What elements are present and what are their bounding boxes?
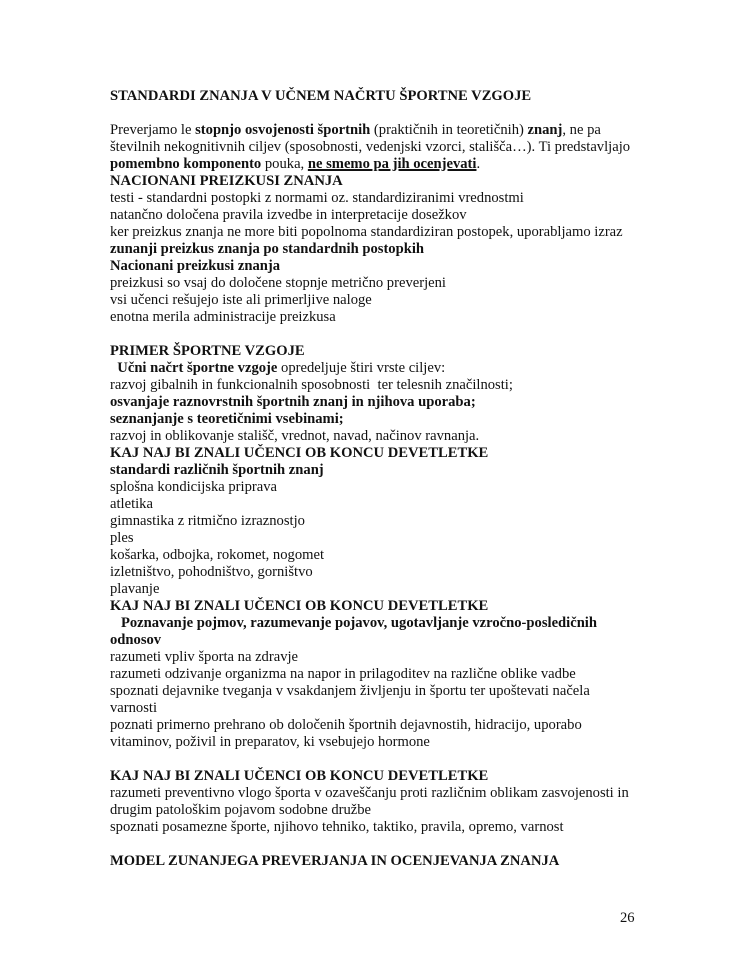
text-line — [110, 700, 650, 717]
blank-line — [110, 326, 650, 343]
bold-text: PRIMER ŠPORTNE VZGOJE — [110, 343, 305, 359]
bold-text: KAJ NAJ BI ZNALI UČENCI OB KONCU DEVETLETKE — [110, 768, 489, 784]
bold-text: stopnjo osvojenosti športnih — [195, 122, 371, 138]
text-segment: Preverjamo le — [110, 122, 196, 138]
text-line — [110, 564, 650, 581]
text-segment: ples — [110, 530, 134, 546]
text-line — [110, 360, 650, 377]
text-segment: atletika — [110, 496, 153, 512]
text-segment: , ne pa — [562, 122, 601, 138]
page-number: 26 — [620, 910, 635, 926]
text-line — [110, 530, 650, 547]
text-segment: razvoj gibalnih in funkcionalnih sposobnosti ter telesnih značilnosti; — [110, 377, 513, 393]
text-line — [110, 649, 650, 666]
text-line — [110, 190, 650, 207]
text-line — [110, 377, 650, 394]
text-segment: enotna merila administracije preizkusa — [110, 309, 336, 325]
bold-text: STANDARDI ZNANJA V UČNEM NAČRTU ŠPORTNE VZGOJE — [110, 88, 532, 104]
blank-line — [110, 751, 650, 768]
text-segment: plavanje — [110, 581, 160, 597]
text-segment: razumeti vpliv športa na zdravje — [110, 649, 299, 665]
text-segment: izletništvo, pohodništvo, gorništvo — [110, 564, 313, 580]
text-segment: varnosti — [110, 700, 158, 716]
text-segment: vsi učenci rešujejo iste ali primerljive naloge — [110, 292, 372, 308]
text-line — [110, 734, 650, 751]
text-line — [110, 445, 650, 462]
text-segment: ker preizkus znanja ne more biti popolnoma standardiziran postopek, uporabljamo izraz — [110, 224, 623, 240]
text-segment: košarka, odbojka, rokomet, nogomet — [110, 547, 324, 563]
text-line — [110, 207, 650, 224]
text-line — [110, 139, 650, 156]
document-body — [110, 88, 650, 870]
bold-text: osvanjaje raznovrstnih športnih znanj in njihova uporaba; — [110, 394, 476, 410]
bold-text: odnosov — [110, 632, 162, 648]
text-line — [110, 241, 650, 258]
bold-text: znanj — [527, 122, 563, 138]
bold-text: seznanjanje s teoretičnimi vsebinami; — [110, 411, 344, 427]
text-line — [110, 394, 650, 411]
text-segment: vitaminov, poživil in preparatov, ki vsebujejo hormone — [110, 734, 430, 750]
text-line — [110, 632, 650, 649]
bold-text: standardi različnih športnih znanj — [110, 462, 324, 478]
text-line — [110, 292, 650, 309]
text-segment: opredeljuje štiri vrste ciljev: — [277, 360, 446, 376]
text-line — [110, 598, 650, 615]
text-segment: testi - standardni postopki z normami oz. standardiziranimi vrednostmi — [110, 190, 524, 206]
text-line — [110, 513, 650, 530]
text-segment: splošna kondicijska priprava — [110, 479, 277, 495]
text-line — [110, 428, 650, 445]
text-line — [110, 819, 650, 836]
text-segment: številnih nekognitivnih ciljev (sposobnosti, vedenjski vzorci, stališča…). Ti predstavljajo — [110, 139, 631, 155]
text-line — [110, 224, 650, 241]
bold-text: pomembno komponento — [110, 156, 262, 172]
text-line — [110, 275, 650, 292]
text-segment: poznati primerno prehrano ob določenih športnih dejavnostih, hidracijo, uporabo — [110, 717, 582, 733]
bold-text: ne smemo pa jih ocenjevati — [307, 156, 477, 172]
text-line — [110, 309, 650, 326]
text-line — [110, 88, 650, 105]
text-line — [110, 496, 650, 513]
text-segment: pouka, — [261, 156, 308, 172]
bold-text: MODEL ZUNANJEGA PREVERJANJA IN OCENJEVANJA ZNANJA — [110, 853, 560, 869]
bold-text: zunanji preizkus znanja po standardnih postopkih — [110, 241, 425, 257]
text-line — [110, 802, 650, 819]
text-line — [110, 411, 650, 428]
text-segment: razvoj in oblikovanje stališč, vrednot, navad, načinov ravnanja. — [110, 428, 480, 444]
text-segment: spoznati dejavnike tveganja v vsakdanjem življenju in športu ter upoštevati načela — [110, 683, 590, 699]
text-segment: (praktičnih in teoretičnih) — [370, 122, 528, 138]
text-line — [110, 768, 650, 785]
bold-text: Poznavanje pojmov, razumevanje pojavov, ugotavljanje vzročno-posledičnih — [110, 615, 597, 631]
text-line — [110, 853, 650, 870]
bold-text: Nacionani preizkusi znanja — [110, 258, 281, 274]
text-segment: . — [476, 156, 481, 172]
text-segment: drugim patološkim pojavom sodobne družbe — [110, 802, 372, 818]
bold-text: KAJ NAJ BI ZNALI UČENCI OB KONCU DEVETLETKE — [110, 598, 489, 614]
text-line — [110, 615, 650, 632]
text-line — [110, 343, 650, 360]
text-segment: razumeti preventivno vlogo športa v ozaveščanju proti različnim oblikam zasvojenosti in — [110, 785, 629, 801]
text-line — [110, 173, 650, 190]
bold-text: KAJ NAJ BI ZNALI UČENCI OB KONCU DEVETLETKE — [110, 445, 489, 461]
text-line — [110, 717, 650, 734]
blank-line — [110, 105, 650, 122]
text-line — [110, 666, 650, 683]
text-segment: spoznati posamezne športe, njihovo tehniko, taktiko, pravila, opremo, varnost — [110, 819, 564, 835]
text-line — [110, 785, 650, 802]
text-segment: razumeti odzivanje organizma na napor in prilagoditev na različne oblike vadbe — [110, 666, 576, 682]
blank-line — [110, 836, 650, 853]
bold-text: Učni načrt športne vzgoje — [117, 360, 278, 376]
text-line — [110, 581, 650, 598]
text-line — [110, 258, 650, 275]
text-line — [110, 479, 650, 496]
text-line — [110, 122, 650, 139]
text-line — [110, 156, 650, 173]
text-segment: preizkusi so vsaj do določene stopnje metrično preverjeni — [110, 275, 446, 291]
text-line — [110, 462, 650, 479]
text-segment: gimnastika z ritmično izraznostjo — [110, 513, 305, 529]
text-segment: natančno določena pravila izvedbe in interpretacije dosežkov — [110, 207, 467, 223]
text-line — [110, 683, 650, 700]
text-line — [110, 547, 650, 564]
bold-text: NACIONANI PREIZKUSI ZNANJA — [110, 173, 343, 189]
